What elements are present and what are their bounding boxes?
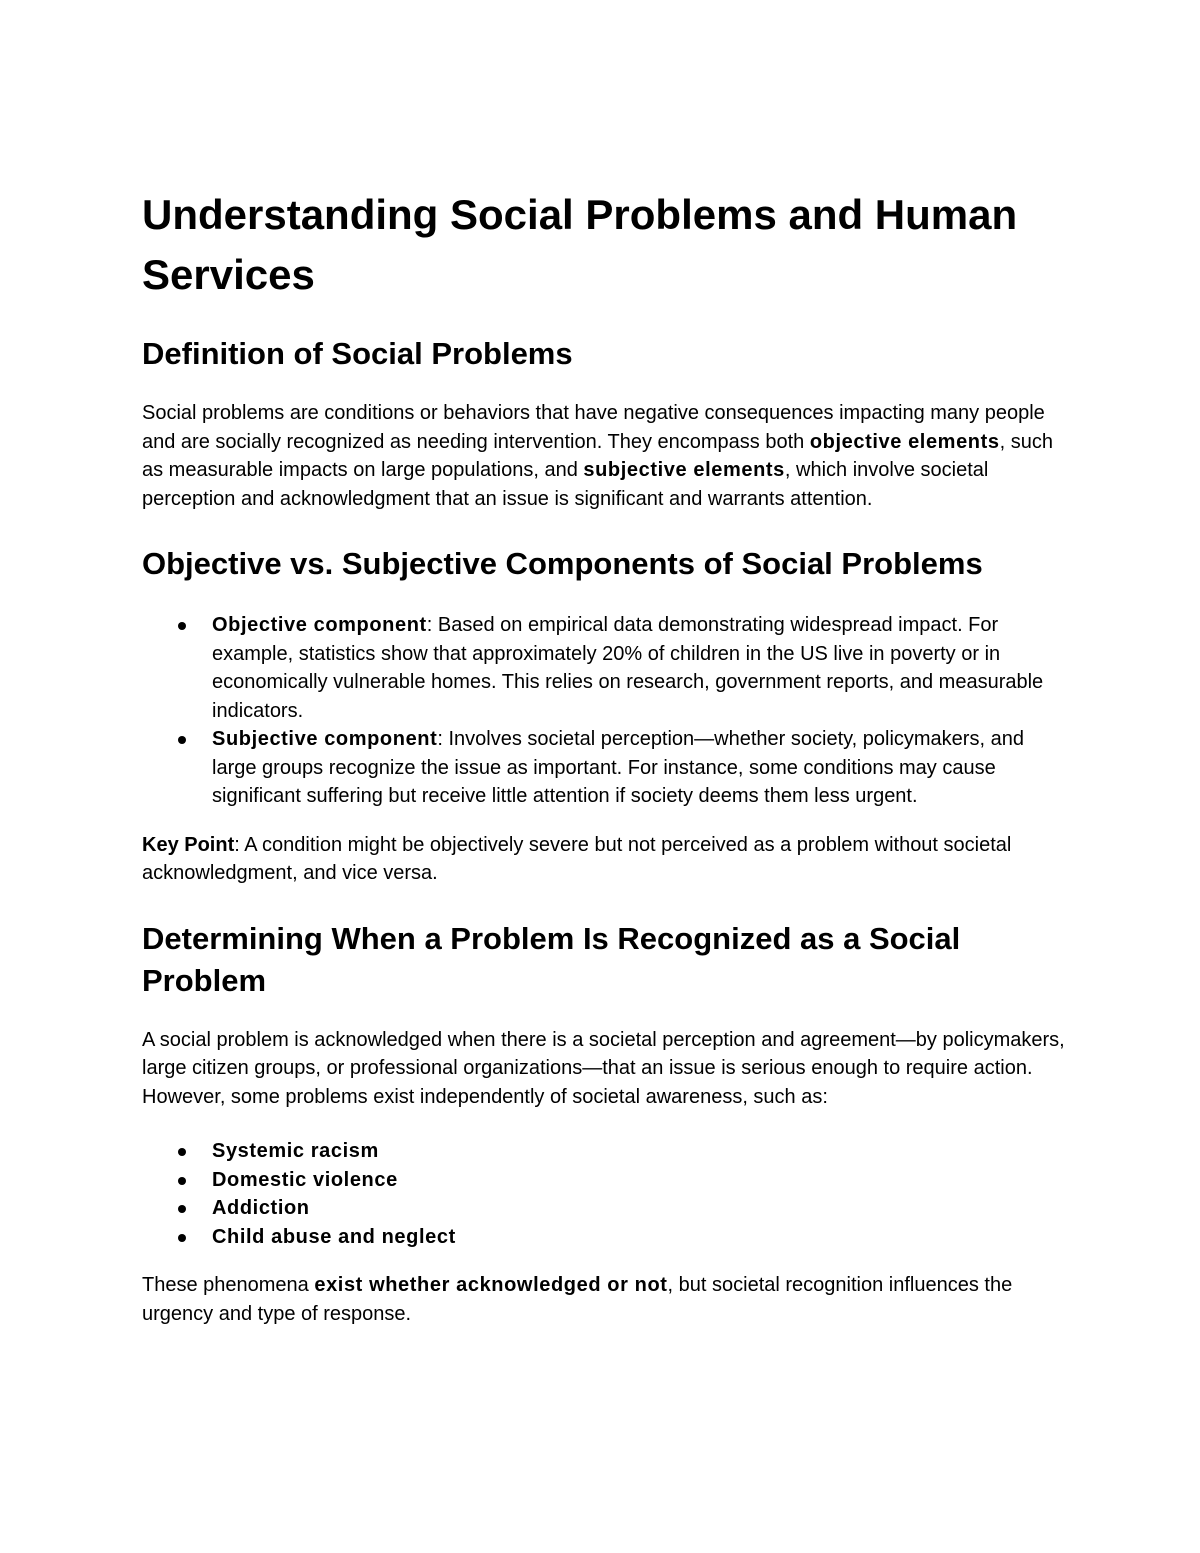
recognition-heading: Determining When a Problem Is Recognized as a Social Problem — [142, 920, 961, 998]
closing-paragraph: These phenomena exist whether acknowledged or not, but societal recognition influences the urgency and type of response. — [142, 1274, 1013, 1325]
key-point-paragraph: Key Point: A condition might be objectively severe but not perceived as a problem without societal acknowledgment, and vice versa. — [142, 833, 1012, 884]
bullet-icon — [178, 1148, 186, 1156]
bullet-icon — [178, 622, 186, 630]
bullet-icon — [178, 1177, 186, 1185]
bullet-icon — [178, 736, 186, 744]
document-page — [142, 185, 1067, 1328]
recognition-paragraph: A social problem is acknowledged when there is a societal perception and agreement—by policymakers, large citizen groups, or professional organizations—that an issue is serious enough to require action. However, some problems exist independently of societal awareness, such as: — [142, 1028, 1065, 1108]
list-item-objective-component: Objective component: Based on empirical data demonstrating widespread impact. For example, statistics show that approximately 20% of children in the US live in poverty or in economically vulnerable homes. This relies on research, government reports, and measurable indicators. — [212, 611, 1067, 725]
list-item: Addiction — [212, 1194, 1067, 1223]
list-item: Child abuse and neglect — [212, 1223, 1067, 1252]
bullet-icon — [178, 1205, 186, 1213]
closing-emphasis: exist whether acknowledged or not — [314, 1274, 668, 1296]
definition-paragraph: Social problems are conditions or behaviors that have negative consequences impacting many people and are socially recognized as needing intervention. They encompass both objective elements, such as measurable impacts on large populations, and subjective elements, which involve societal perception and acknowledgment that an issue is significant and warrants attention. — [142, 402, 1053, 510]
subjective-elements-term: subjective elements — [583, 459, 785, 481]
key-point-label: Key Point — [142, 833, 235, 856]
components-heading: Objective vs. Subjective Components of Social Problems — [142, 546, 983, 581]
bullet-icon — [178, 1234, 186, 1242]
list-item-subjective-component: Subjective component: Involves societal perception—whether society, policymakers, and large groups recognize the issue as important. For instance, some conditions may cause significant suffering but receive little attention if society deems them less urgent. — [212, 725, 1067, 811]
definition-heading: Definition of Social Problems — [142, 336, 573, 371]
components-list — [142, 611, 1067, 811]
list-item: Systemic racism — [212, 1137, 1067, 1166]
objective-elements-term: objective elements — [809, 430, 1000, 453]
document-title: Understanding Social Problems and Human Services — [142, 191, 1018, 298]
list-item: Domestic violence — [212, 1166, 1067, 1195]
examples-list — [142, 1137, 1067, 1251]
